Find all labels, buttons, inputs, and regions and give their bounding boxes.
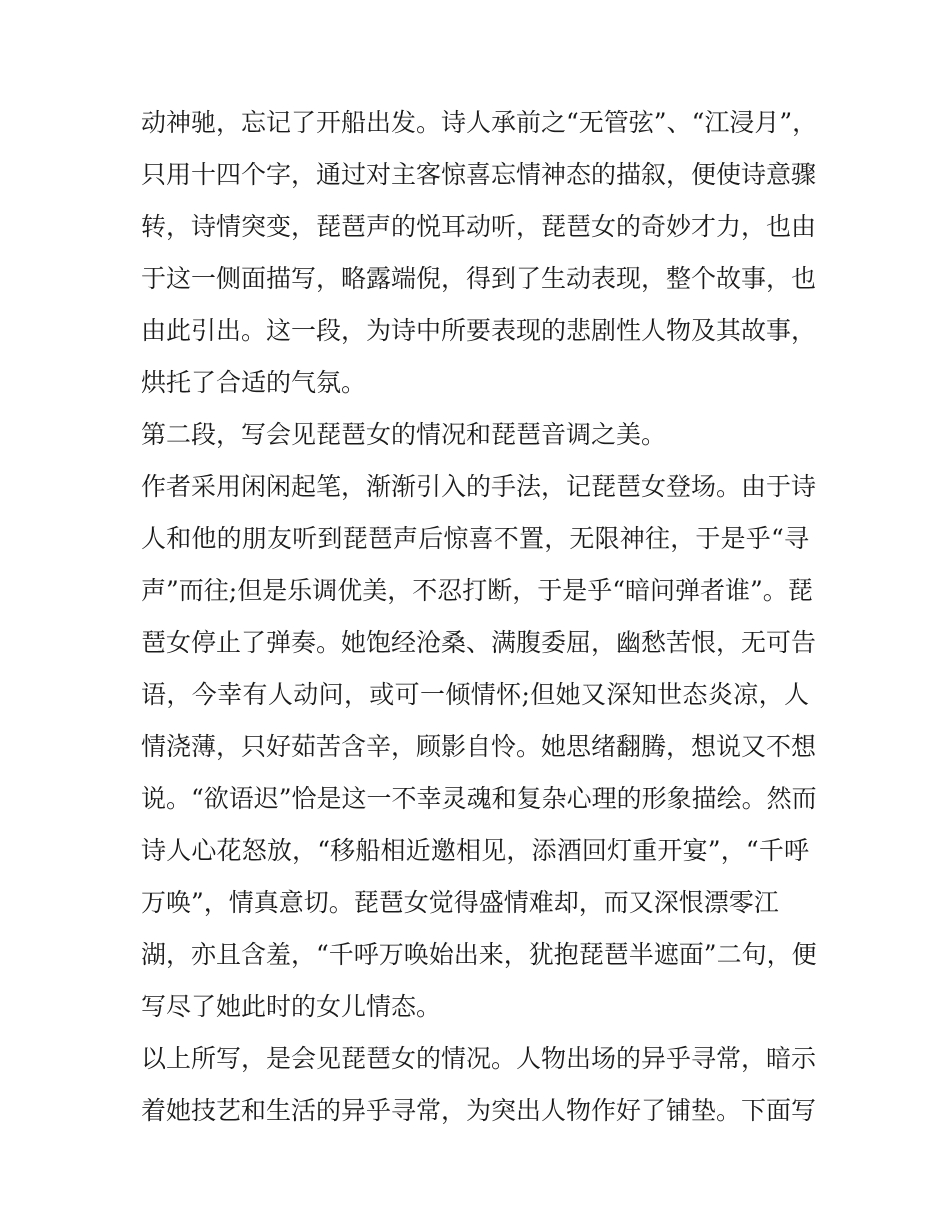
- text-line: 烘托了合适的气氛。: [141, 368, 367, 397]
- text-line: 于这一侧面描写，略露端倪，得到了生动表现，整个故事，也: [141, 264, 817, 293]
- text-line: 万唤”，情真意切。琵琶女觉得盛情难却，而又深恨漂零江: [141, 888, 779, 917]
- text-line: 说。“欲语迟”恰是这一不幸灵魂和复杂心理的形象描绘。然而: [141, 784, 817, 813]
- text-line: 以上所写，是会见琵琶女的情况。人物出场的异乎寻常，暗示: [141, 1044, 817, 1073]
- text-line: 只用十四个字，通过对主客惊喜忘情神态的描叙，便使诗意骤: [141, 160, 817, 189]
- text-line: 湖，亦且含羞，“千呼万唤始出来，犹抱琵琶半遮面”二句，便: [141, 940, 817, 969]
- text-line: 动神驰，忘记了开船出发。诗人承前之“无管弦”、“江浸月”，: [141, 108, 818, 137]
- text-line: 写尽了她此时的女儿情态。: [141, 992, 442, 1021]
- text-line: 由此引出。这一段，为诗中所要表现的悲剧性人物及其故事，: [141, 316, 817, 345]
- text-line: 作者采用闲闲起笔，渐渐引入的手法，记琵琶女登场。由于诗: [141, 472, 817, 501]
- text-line: 诗人心花怒放，“移船相近邀相见，添酒回灯重开宴”，“千呼: [141, 836, 809, 865]
- text-line: 人和他的朋友听到琵琶声后惊喜不置，无限神往，于是乎“寻: [141, 524, 809, 553]
- text-line: 声”而往;但是乐调优美，不忍打断，于是乎“暗问弹者谁”。琵: [141, 576, 813, 605]
- text-line: 语，今幸有人动问，或可一倾情怀;但她又深知世态炎凉，人: [141, 680, 809, 709]
- text-line: 着她技艺和生活的异乎寻常，为突出人物作好了铺垫。下面写: [141, 1096, 817, 1125]
- text-line: 情浇薄，只好茹苦含辛，顾影自怜。她思绪翻腾，想说又不想: [141, 732, 817, 761]
- text-line: 琶女停止了弹奏。她饱经沧桑、满腹委屈，幽愁苦恨，无可告: [141, 628, 817, 657]
- text-line: 第二段，写会见琵琶女的情况和琵琶音调之美。: [141, 420, 667, 449]
- text-line: 转，诗情突变，琵琶声的悦耳动听，琵琶女的奇妙才力，也由: [141, 212, 817, 241]
